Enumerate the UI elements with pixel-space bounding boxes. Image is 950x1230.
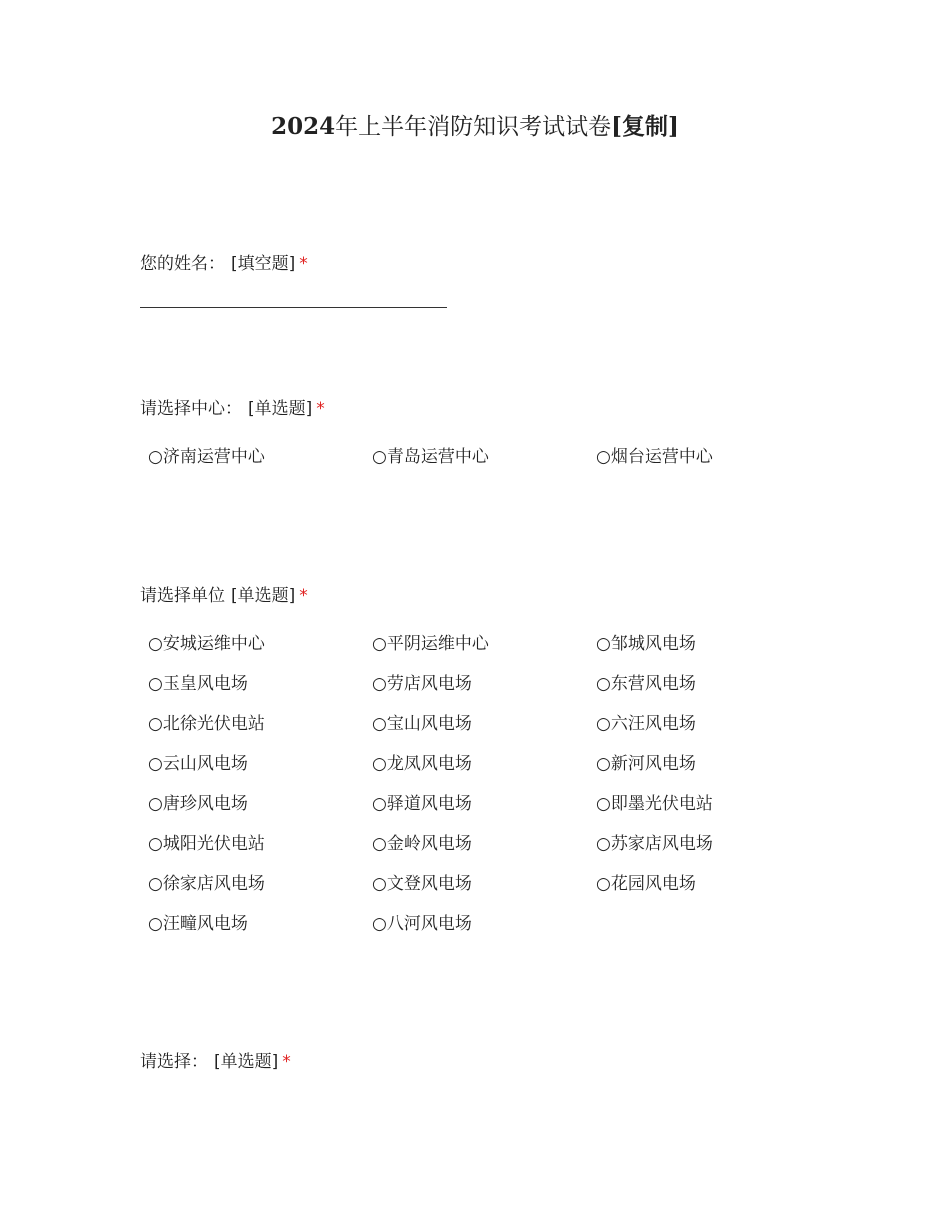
unit-option[interactable]: ○平阴运维中心 — [372, 633, 489, 654]
question-select — [140, 1050, 291, 1074]
unit-option[interactable]: ○新河风电场 — [596, 753, 696, 774]
unit-option[interactable]: ○北徐光伏电站 — [148, 713, 265, 734]
center-options — [148, 434, 838, 474]
unit-option[interactable]: ○汪疃风电场 — [148, 913, 248, 934]
unit-option[interactable]: ○即墨光伏电站 — [596, 793, 713, 814]
unit-option[interactable]: ○邹城风电场 — [596, 633, 696, 654]
unit-option[interactable]: ○驿道风电场 — [372, 793, 472, 814]
question-label: 请选择： — [140, 1052, 208, 1072]
question-type: [填空题] — [231, 254, 296, 274]
center-option[interactable]: ○青岛运营中心 — [372, 446, 489, 467]
unit-option[interactable]: ○玉皇风电场 — [148, 673, 248, 694]
question-type: [单选题] — [231, 586, 296, 606]
question-label: 请选择单位 — [140, 586, 225, 606]
unit-option[interactable]: ○金岭风电场 — [372, 833, 472, 854]
unit-option[interactable]: ○安城运维中心 — [148, 633, 265, 654]
name-input-blank[interactable] — [140, 307, 447, 308]
question-type: [单选题] — [248, 399, 313, 419]
required-marker: * — [299, 254, 308, 274]
unit-option[interactable]: ○东营风电场 — [596, 673, 696, 694]
unit-option[interactable]: ○六汪风电场 — [596, 713, 696, 734]
page-title — [0, 108, 950, 141]
question-label: 请选择中心： — [140, 399, 242, 419]
unit-option[interactable]: ○花园风电场 — [596, 873, 696, 894]
unit-option[interactable]: ○宝山风电场 — [372, 713, 472, 734]
unit-option[interactable]: ○劳店风电场 — [372, 673, 472, 694]
center-option[interactable]: ○烟台运营中心 — [596, 446, 713, 467]
unit-option[interactable]: ○唐珍风电场 — [148, 793, 248, 814]
question-label: 您的姓名： — [140, 254, 225, 274]
center-option[interactable]: ○济南运营中心 — [148, 446, 265, 467]
question-name — [140, 252, 308, 276]
required-marker: * — [282, 1052, 291, 1072]
question-center — [140, 397, 325, 421]
unit-option[interactable]: ○文登风电场 — [372, 873, 472, 894]
unit-option[interactable]: ○龙凤风电场 — [372, 753, 472, 774]
unit-option[interactable]: ○云山风电场 — [148, 753, 248, 774]
title-year: 2024 — [271, 113, 336, 140]
required-marker: * — [316, 399, 325, 419]
title-suffix: [复制] — [611, 113, 679, 140]
unit-option[interactable]: ○八河风电场 — [372, 913, 472, 934]
question-type: [单选题] — [214, 1052, 279, 1072]
question-unit — [140, 584, 308, 608]
unit-option[interactable]: ○城阳光伏电站 — [148, 833, 265, 854]
unit-option[interactable]: ○苏家店风电场 — [596, 833, 713, 854]
unit-options — [148, 621, 838, 941]
required-marker: * — [299, 586, 308, 606]
title-text: 年上半年消防知识考试试卷 — [335, 114, 612, 140]
unit-option[interactable]: ○徐家店风电场 — [148, 873, 265, 894]
